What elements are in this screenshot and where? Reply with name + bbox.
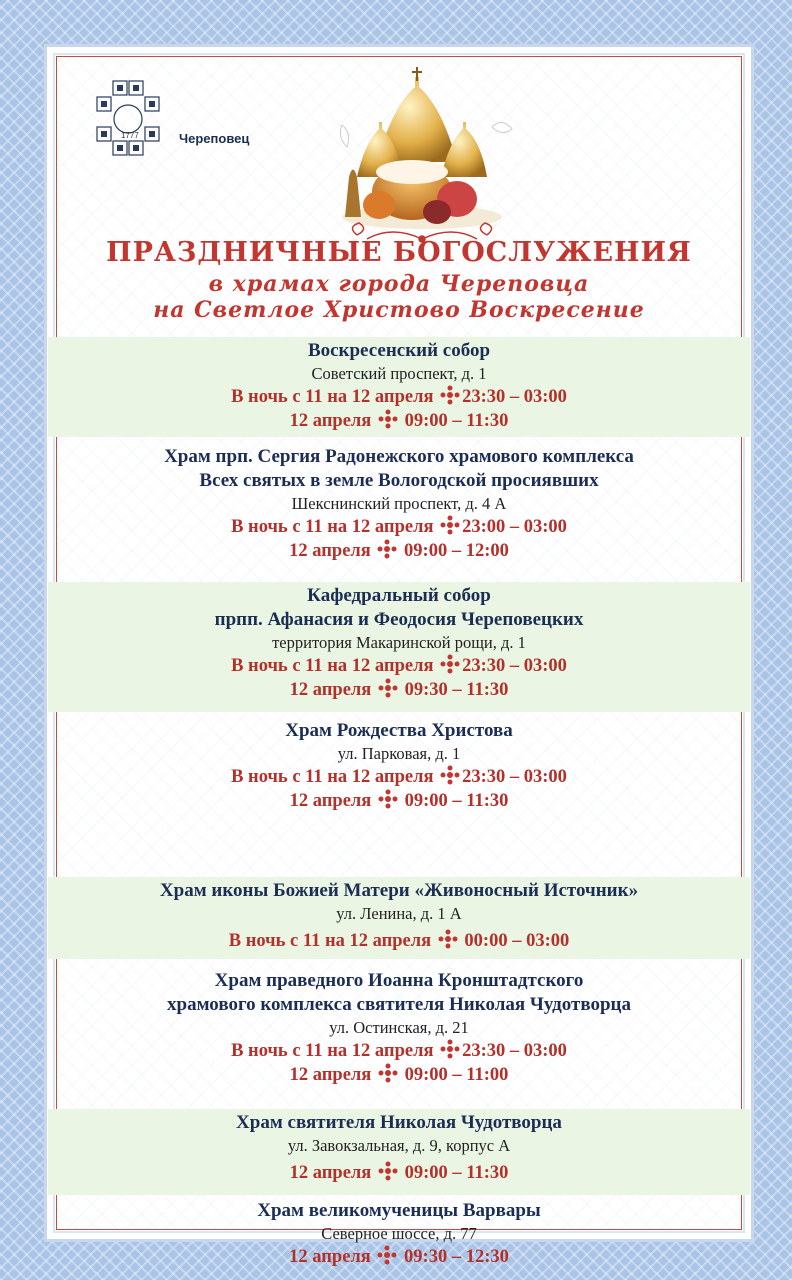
poster-content <box>56 56 742 1267</box>
night-service: В ночь с 11 на 12 апреля 23:30 – 03:00 <box>231 767 567 787</box>
day-service: 12 апреля 09:00 – 11:00 <box>289 1065 509 1085</box>
church-name-line-2: Всех святых в земле Вологодской просиявших <box>199 470 599 491</box>
ornament-icon <box>377 1245 397 1265</box>
ornament-icon <box>377 539 397 559</box>
ornament-icon <box>440 1039 460 1059</box>
church-name: Воскресенский собор <box>307 340 491 361</box>
ornament-icon <box>440 385 460 405</box>
night-service: В ночь с 11 на 12 апреля 23:30 – 03:00 <box>231 1041 567 1061</box>
ornament-icon <box>440 765 460 785</box>
subtitle-line-1: в храмах города Череповца <box>208 271 590 297</box>
day-service: 12 апреля 09:30 – 12:30 <box>289 1247 509 1267</box>
church-name: Храм праведного Иоанна Кронштадтского <box>214 970 584 991</box>
day-service: 12 апреля 09:00 – 11:30 <box>289 411 509 431</box>
subtitle-line-2: на Светлое Христово Воскресение <box>153 297 645 323</box>
church-entry <box>48 969 750 1099</box>
ornament-icon <box>378 678 398 698</box>
church-entry <box>48 719 750 829</box>
church-address: Северное шоссе, д. 77 <box>321 1224 477 1243</box>
ornament-icon <box>378 1161 398 1181</box>
church-name: Храм иконы Божией Матери «Живоносный Источник» <box>159 880 639 901</box>
night-service: В ночь с 11 на 12 апреля 00:00 – 03:00 <box>228 931 570 951</box>
church-name: Храм великомученицы Варвары <box>257 1200 541 1221</box>
church-entry <box>48 1199 750 1277</box>
night-service: В ночь с 11 на 12 апреля 23:30 – 03:00 <box>231 656 567 676</box>
logo-city-name: Череповец <box>179 131 250 146</box>
day-service: 12 апреля 09:00 – 11:30 <box>289 791 509 811</box>
day-service: 12 апреля 09:00 – 11:30 <box>289 1163 509 1183</box>
church-entry <box>48 337 750 437</box>
church-address: Советский проспект, д. 1 <box>311 364 487 383</box>
church-name: Кафедральный собор <box>307 585 491 606</box>
church-address: ул. Остинская, д. 21 <box>329 1018 469 1037</box>
ornament-icon <box>440 515 460 535</box>
church-entry <box>48 582 750 712</box>
church-name: Храм Рождества Христова <box>285 720 513 741</box>
church-name: Храм прп. Сергия Радонежского храмового комплекса <box>164 446 634 467</box>
church-address: ул. Парковая, д. 1 <box>337 744 461 763</box>
church-address: ул. Завокзальная, д. 9, корпус А <box>287 1136 511 1155</box>
church-address: территория Макаринской рощи, д. 1 <box>272 633 526 652</box>
church-entry <box>48 445 750 579</box>
day-service: 12 апреля 09:00 – 12:00 <box>289 541 509 561</box>
poster-frame <box>44 44 754 1267</box>
logo-year: 1777 <box>121 131 139 140</box>
ornament-icon <box>378 789 398 809</box>
church-name-line-2: прпп. Афанасия и Феодосия Череповецких <box>214 609 584 630</box>
ornament-icon <box>378 409 398 429</box>
main-title: ПРАЗДНИЧНЫЕ БОГОСЛУЖЕНИЯ <box>106 237 692 268</box>
church-name: Храм святителя Николая Чудотворца <box>236 1112 562 1133</box>
day-service: 12 апреля 09:30 – 11:30 <box>289 680 509 700</box>
ornament-icon <box>440 654 460 674</box>
church-name-line-2: храмового комплекса святителя Николая Чудотворца <box>167 994 631 1015</box>
church-illustration-icon <box>317 67 527 247</box>
night-service: В ночь с 11 на 12 апреля 23:00 – 03:00 <box>231 517 567 537</box>
church-entry <box>48 877 750 959</box>
ornament-icon <box>438 929 458 949</box>
church-entry <box>48 1109 750 1195</box>
city-logo <box>79 77 250 157</box>
church-address: Шекснинский проспект, д. 4 А <box>291 494 507 513</box>
night-service: В ночь с 11 на 12 апреля 23:30 – 03:00 <box>231 387 567 407</box>
church-address: ул. Ленина, д. 1 А <box>336 904 462 923</box>
ornament-icon <box>378 1063 398 1083</box>
